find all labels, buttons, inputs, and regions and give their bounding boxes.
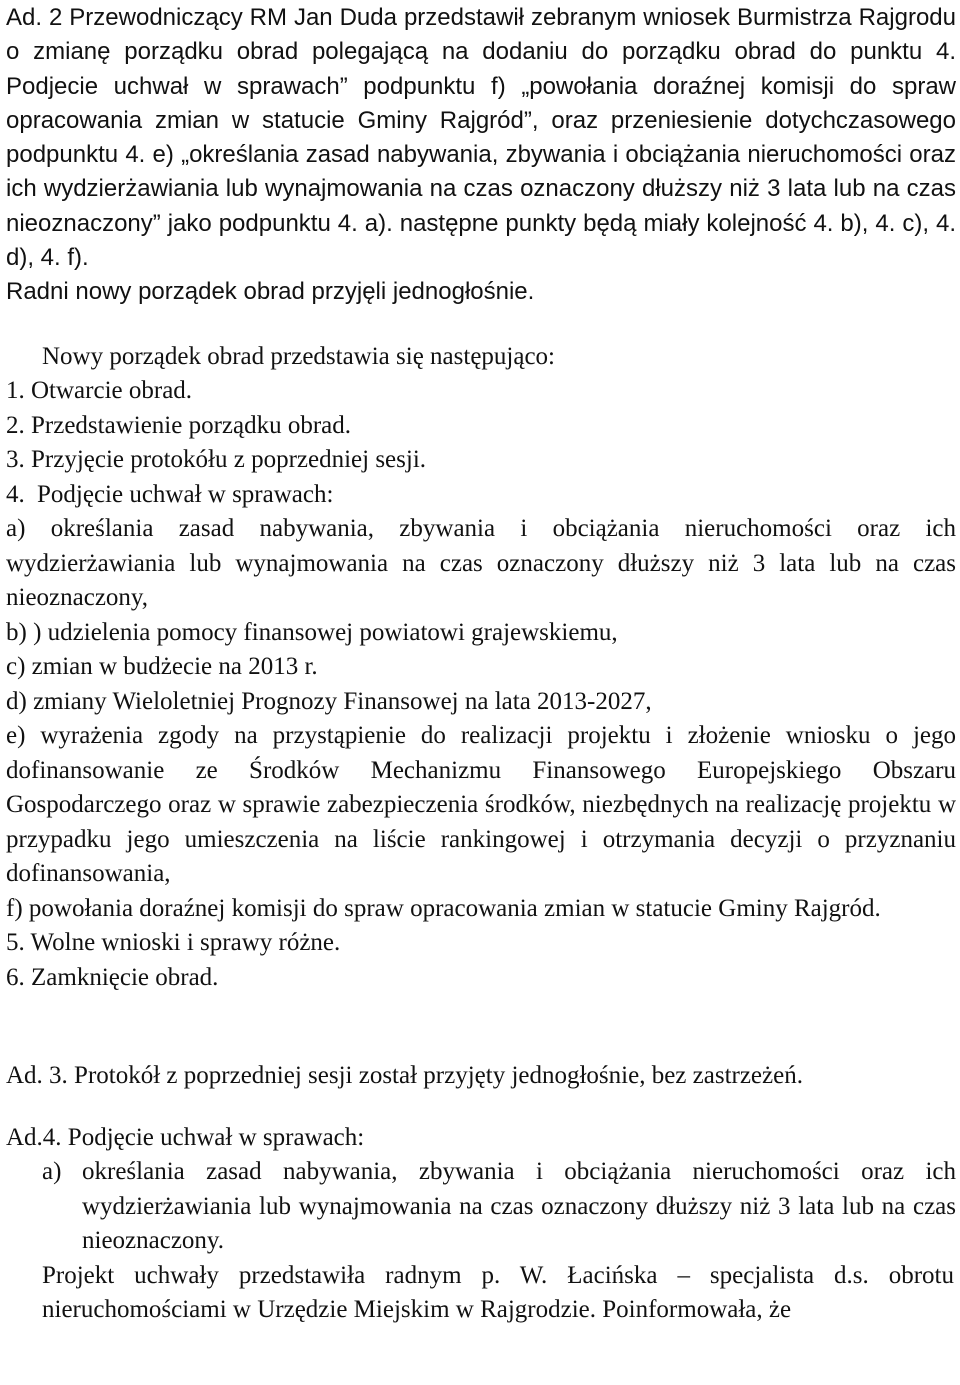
ad4-item-a-text: określania zasad nabywania, zbywania i obciążania nieruchomości oraz ich wydzierżawiania lub wynajmowania na czas oznaczony dłuższy niż 3 lata lub na czas nieoznaczony. <box>82 1158 956 1255</box>
agenda-item-1: 1. Otwarcie obrad. <box>6 377 193 405</box>
ad4-heading: Ad.4. Podjęcie uchwał w sprawach: <box>6 1123 365 1151</box>
agenda-subitem-a: a) określania zasad nabywania, zbywania i obciążania nieruchomości oraz ich wydzierżawiania lub wynajmowania na czas oznaczony dłuższy niż 3 lata lub na czas nieoznaczony, <box>6 515 956 612</box>
agenda-heading: Nowy porządek obrad przedstawia się następująco: <box>42 342 556 370</box>
agenda-subitem-b: b) ) udzielenia pomocy finansowej powiatowi grajewskiemu, <box>6 618 618 646</box>
ad2-paragraph: Ad. 2 Przewodniczący RM Jan Duda przedstawił zebranym wniosek Burmistrza Rajgrodu o zmianę porządku obrad polegającą na dodaniu do porządku obrad do punktu 4. Podjecie uchwał w sprawach” podpunktu f) „powołania doraźnej komisji do spraw opracowania zmian w statucie Gminy Rajgród”, oraz przeniesienie dotychczasowego podpunktu 4. e) „określania zasad nabywania, zbywania i obciążania nieruchomości oraz ich wydzierżawiania lub wynajmowania na czas oznaczony dłuższy niż 3 lata lub na czas nieoznaczony” jako podpunktu 4. a). następne punkty będą miały kolejność 4. b), 4. c), 4. d), 4. f). <box>6 4 956 272</box>
agenda-item-4-label: Podjęcie uchwał w sprawach: <box>37 480 334 508</box>
agenda-item-2: 2. Przedstawienie porządku obrad. <box>6 411 352 439</box>
agenda-item-6: 6. Zamknięcie obrad. <box>6 963 219 991</box>
agenda-subitem-c: c) zmian w budżecie na 2013 r. <box>6 653 318 681</box>
agenda-list <box>6 374 956 995</box>
agenda-subitem-f: f) powołania doraźnej komisji do spraw opracowania zmian w statucie Gminy Rajgród. <box>6 894 881 922</box>
agenda-item-5: 5. Wolne wnioski i sprawy różne. <box>6 929 341 957</box>
ad2-accepted-text: Radni nowy porządek obrad przyjęli jednogłośnie. <box>6 278 535 306</box>
ad4-project-paragraph: Projekt uchwały przedstawiła radnym p. W. Łacińska – specjalista d.s. obrotu nieruchomościami w Urzędzie Miejskim w Rajgrodzie. Poinformowała, że <box>42 1261 954 1324</box>
ad4-item-a-marker: a) <box>42 1158 62 1186</box>
agenda-item-4-number: 4. <box>6 480 25 508</box>
agenda-subitems <box>6 512 956 926</box>
agenda-item-3: 3. Przyjęcie protokółu z poprzedniej sesji. <box>6 446 427 474</box>
agenda-subitem-e: e) wyrażenia zgody na przystąpienie do realizacji projektu i złożenie wniosku o jego dofinansowanie ze Środków Mechanizmu Finansowego Europejskiego Obszaru Gospodarczego oraz w sprawie zabezpieczenia środków, niezbędnych na realizację projektu w przypadku jego umieszczenia na liście rankingowej i otrzymania decyzji o przyznaniu dofinansowania, <box>6 722 956 888</box>
ad3-paragraph: Ad. 3. Protokół z poprzedniej sesji został przyjęty jednogłośnie, bez zastrzeżeń. <box>6 1062 803 1090</box>
ad4-item-a <box>6 1155 956 1259</box>
agenda-item-4 <box>6 478 956 927</box>
agenda-subitem-d: d) zmiany Wieloletniej Prognozy Finansowej na lata 2013-2027, <box>6 687 652 715</box>
document-page <box>0 1 960 1385</box>
